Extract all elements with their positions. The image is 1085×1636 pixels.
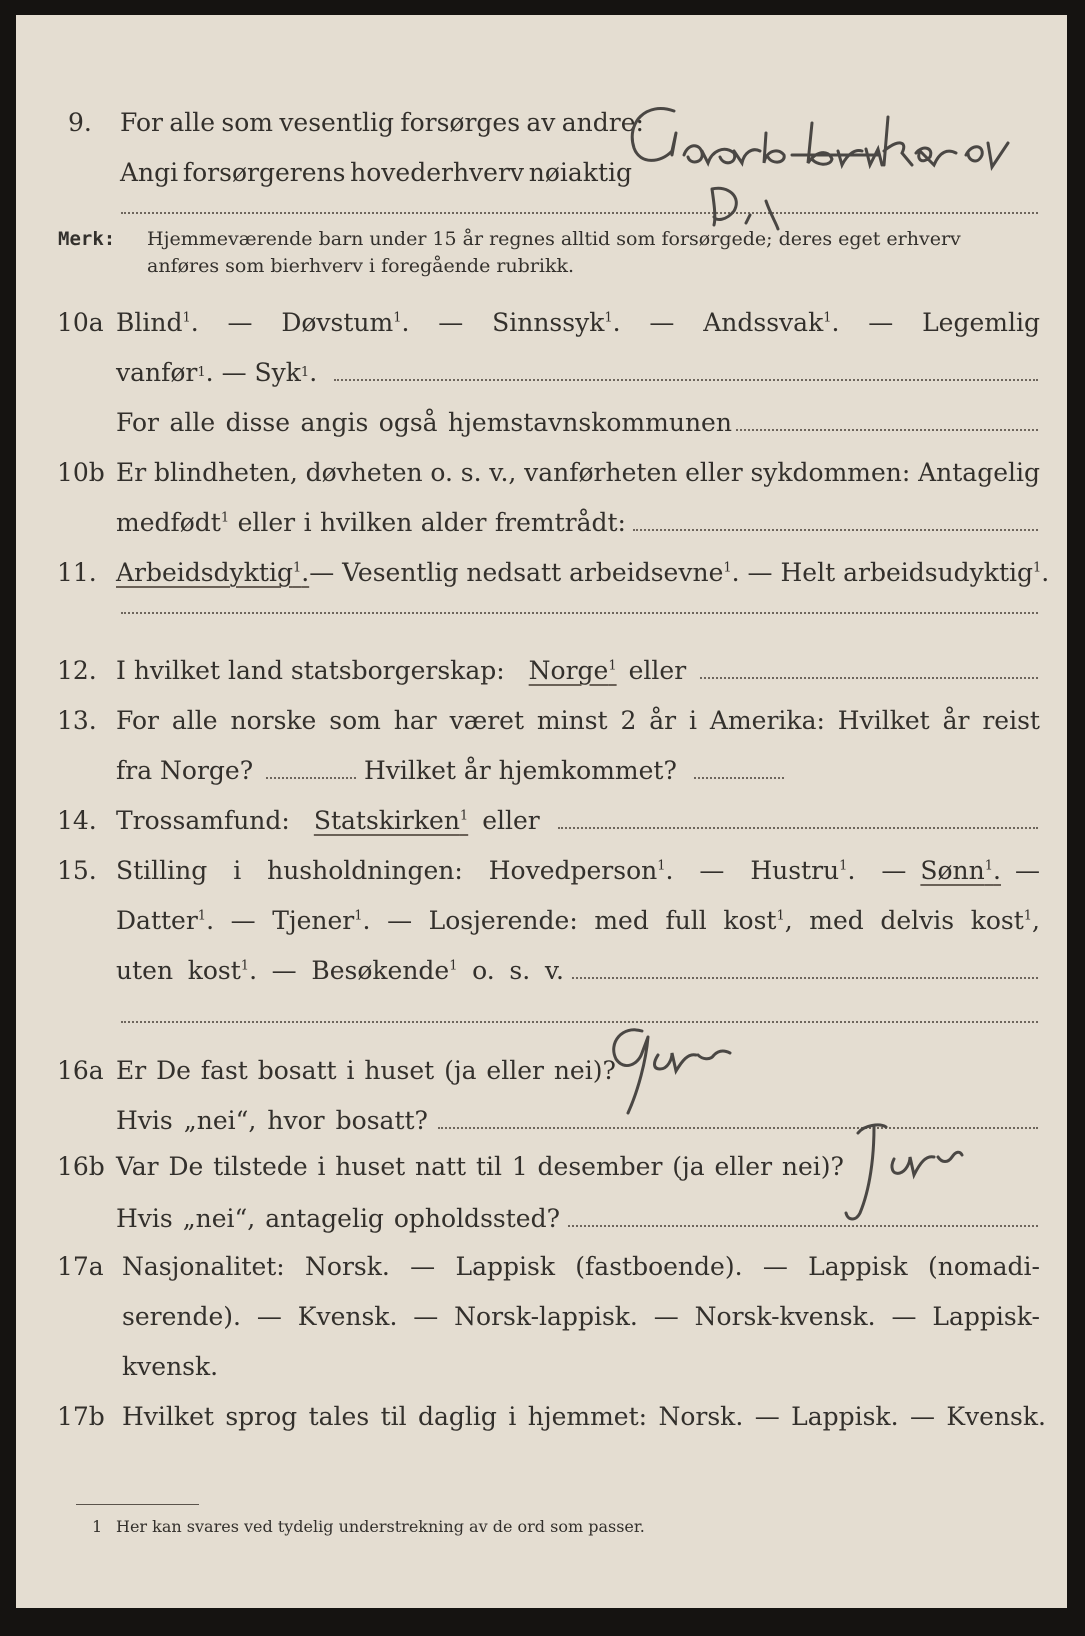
- word: —: [909, 1402, 935, 1431]
- word: (ja: [672, 1152, 705, 1181]
- q15-line-1a: [116, 853, 906, 889]
- word: s.: [460, 458, 482, 487]
- word: sykdommen:: [750, 458, 911, 487]
- q13-line-1: [116, 703, 1040, 739]
- word: daglig: [418, 1402, 497, 1431]
- q15-number: 15.: [57, 856, 97, 885]
- word: full: [665, 906, 707, 935]
- word: i: [317, 1152, 326, 1181]
- word: —: [891, 1302, 917, 1331]
- word: Norsk.: [305, 1252, 390, 1281]
- word: alle: [171, 706, 218, 735]
- q10a-andssvak: Andssvak$^1$.: [703, 308, 840, 337]
- word: i: [689, 706, 698, 735]
- word: Nasjonalitet:: [122, 1252, 285, 1281]
- q15-row-2: [16, 903, 1067, 939]
- q10b-line-2: [116, 505, 626, 541]
- word: Lappisk-: [932, 1302, 1040, 1331]
- word: kost$^1$,: [723, 906, 793, 935]
- word: desember: [537, 1152, 663, 1181]
- q11-answer-rule: [121, 612, 1038, 614]
- word: —: [413, 1302, 439, 1331]
- q10a-sinnssyk: Sinnssyk$^1$.: [492, 308, 621, 337]
- word: i: [303, 508, 312, 537]
- word: eller: [237, 508, 296, 537]
- merk-label: Merk:: [58, 228, 116, 250]
- q10b-line-1: [116, 455, 1040, 491]
- word: o.: [472, 956, 495, 985]
- q10a-line-3: [116, 405, 732, 441]
- word: bosatt: [257, 1056, 337, 1085]
- word: alder: [420, 508, 487, 537]
- word: delvis: [880, 906, 955, 935]
- word: Antagelig: [918, 458, 1040, 487]
- word: kost$^1$.: [187, 956, 258, 985]
- q11-row-1: [16, 555, 1067, 591]
- q10a-dash: —: [649, 308, 675, 337]
- q11-options: [116, 555, 1050, 591]
- q17a-row-3: [16, 1349, 1067, 1385]
- q16a-line-2: [116, 1103, 428, 1139]
- q9-number: 9.: [68, 108, 92, 137]
- q14-answer-dots: [558, 827, 1038, 829]
- q10a-legemlig: Legemlig: [922, 308, 1040, 337]
- q17a-number: 17a: [57, 1252, 104, 1281]
- q10a-answer-dots: [334, 379, 1038, 381]
- word: —: [754, 1402, 780, 1431]
- word: av: [526, 108, 556, 137]
- word: Hvis: [116, 1106, 173, 1135]
- census-form-page: [16, 15, 1067, 1608]
- q9-line-2: [120, 155, 632, 191]
- word: hvilken: [320, 508, 413, 537]
- word: Hvis: [116, 1204, 173, 1233]
- q10a-row-1: [16, 305, 1067, 341]
- word: Hvilket: [122, 1402, 214, 1431]
- footnote-text: Her kan svares ved tydelig understrekning av de ord som passer.: [116, 1517, 645, 1536]
- q16b-line-2: [116, 1201, 560, 1237]
- word: For: [116, 706, 159, 735]
- q15-answer-dots: [572, 977, 1038, 979]
- word: natt: [415, 1152, 467, 1181]
- footnote-rule: [76, 1504, 199, 1505]
- word: Stilling: [116, 856, 208, 885]
- q12-norge-selected: Norge$^1$: [528, 656, 617, 685]
- q10a-blind: Blind$^1$.: [116, 308, 199, 337]
- word: hjemstavnskommunen: [448, 408, 732, 437]
- q10b-answer-dots: [633, 529, 1038, 531]
- q10b-number: 10b: [57, 458, 105, 487]
- q15-answer-rule: [121, 1021, 1038, 1023]
- word: vesentlig: [279, 108, 394, 137]
- word: Norsk.: [658, 1402, 744, 1431]
- q10b-row-1: [16, 455, 1067, 491]
- word: norske: [230, 706, 317, 735]
- word: De: [168, 1152, 204, 1181]
- q12-line: [116, 653, 686, 689]
- word: nøiaktig: [528, 158, 632, 187]
- word: 2: [620, 706, 637, 735]
- word: alle: [169, 108, 216, 137]
- word: angis: [300, 408, 369, 437]
- word: bosatt?: [335, 1106, 428, 1135]
- word: andre:: [561, 108, 644, 137]
- q16b-handwritten-answer: [834, 1117, 974, 1237]
- word: i: [346, 1056, 355, 1085]
- word: Var: [116, 1152, 159, 1181]
- q13-row-2: [16, 753, 1067, 789]
- word: tilstede: [213, 1152, 308, 1181]
- q13-row-1: [16, 703, 1067, 739]
- q9-line-1: [120, 105, 644, 141]
- word: v.,: [489, 458, 517, 487]
- word: som: [221, 108, 273, 137]
- word: —: [410, 1252, 436, 1281]
- word: uten: [116, 956, 174, 985]
- word: eller: [685, 458, 743, 487]
- word: s.: [509, 956, 531, 985]
- q10b-row-2: [16, 505, 1067, 541]
- word: fremtrådt:: [494, 508, 626, 537]
- word: hjemmet:: [527, 1402, 648, 1431]
- word: eller: [486, 1056, 544, 1085]
- word: Besøkende$^1$: [311, 956, 458, 985]
- word: opholdssted?: [393, 1204, 560, 1233]
- word: Lappisk: [455, 1252, 555, 1281]
- word: kost$^1$,: [970, 906, 1040, 935]
- q10a-options: [116, 305, 1040, 341]
- word: i: [508, 1402, 517, 1431]
- word: —: [256, 1302, 282, 1331]
- q12-number: 12.: [57, 656, 97, 685]
- word: med: [809, 906, 864, 935]
- word: (ja: [444, 1056, 477, 1085]
- q16b-line-1: [116, 1149, 844, 1185]
- word: Er: [116, 458, 147, 487]
- word: blindheten,: [153, 458, 298, 487]
- q17b-number: 17b: [57, 1402, 105, 1431]
- word: —: [271, 956, 297, 985]
- word: også: [378, 408, 438, 437]
- q15-row-3: [16, 953, 1067, 989]
- word: —: [699, 856, 725, 885]
- q13-reist-dots: [266, 777, 356, 779]
- word: Hovedperson$^1$.: [488, 856, 674, 885]
- q11-arbeidsdyktig-selected: Arbeidsdyktig$^1$.: [116, 558, 310, 587]
- word: Norsk-lappisk.: [454, 1302, 638, 1331]
- q16a-row-1: [16, 1053, 1067, 1089]
- word: tales: [308, 1402, 370, 1431]
- word: —: [653, 1302, 679, 1331]
- q10a-dash: —: [438, 308, 464, 337]
- word: antagelig: [265, 1204, 384, 1233]
- word: i: [233, 856, 242, 885]
- q13-line-2b: Hvilket år hjemkommet?: [364, 756, 677, 785]
- word: reist: [982, 706, 1040, 735]
- word: —: [230, 906, 256, 935]
- q14-line: [116, 803, 540, 839]
- word: fast: [200, 1056, 248, 1085]
- word: vanførheten: [524, 458, 678, 487]
- word: Norsk-kvensk.: [694, 1302, 876, 1331]
- q14-number: 14.: [57, 806, 97, 835]
- word: v.: [544, 956, 564, 985]
- word: huset: [335, 1152, 406, 1181]
- word: som: [329, 706, 381, 735]
- q14-eller: eller: [482, 806, 540, 835]
- q12-question: I hvilket land statsborgerskap:: [116, 656, 505, 685]
- word: disse: [225, 408, 291, 437]
- q17a-line-2: [122, 1299, 1040, 1335]
- q10a-row-3: [16, 405, 1067, 441]
- q14-statskirken-selected: Statskirken$^1$: [313, 806, 469, 835]
- q16b-number: 16b: [57, 1152, 105, 1181]
- word: —: [881, 856, 907, 885]
- q15-sonn-selected: Sønn$^1$.: [920, 856, 1001, 885]
- q15-line-1: [116, 853, 1040, 889]
- word: været: [449, 706, 525, 735]
- q12-eller: eller: [628, 656, 687, 685]
- word: „nei“,: [183, 1106, 257, 1135]
- word: med: [594, 906, 649, 935]
- q17a-row-2: [16, 1299, 1067, 1335]
- word: nei)?: [781, 1152, 844, 1181]
- word: Datter$^1$.: [116, 906, 215, 935]
- word: Amerika:: [709, 706, 825, 735]
- q17a-line-3: kvensk.: [122, 1352, 219, 1381]
- q9-handwritten-answer: [616, 93, 1036, 243]
- word: sprog: [225, 1402, 298, 1431]
- word: minst: [536, 706, 608, 735]
- word: o.: [430, 458, 453, 487]
- word: forsørges: [400, 108, 521, 137]
- q17b-row-1: [16, 1399, 1067, 1435]
- q13-hjemkommet-dots: [694, 777, 784, 779]
- merk-line-2: anføres som bierhverv i foregående rubrikk.: [147, 255, 575, 277]
- word: „nei“,: [182, 1204, 256, 1233]
- q17a-row-1: [16, 1249, 1067, 1285]
- word: —: [387, 906, 413, 935]
- q15-line-2: [116, 903, 1040, 939]
- word: hovederhverv: [350, 158, 525, 187]
- q12-answer-dots: [700, 677, 1038, 679]
- q11-number: 11.: [57, 558, 97, 587]
- q15-row-1: [16, 853, 1067, 889]
- word: år: [942, 706, 970, 735]
- word: serende).: [122, 1302, 241, 1331]
- q10a-dovstum: Døvstum$^1$.: [281, 308, 410, 337]
- word: til: [380, 1402, 407, 1431]
- word: eller: [714, 1152, 773, 1181]
- q15-dash: —: [1015, 856, 1040, 885]
- word: De: [156, 1056, 191, 1085]
- word: har: [393, 706, 437, 735]
- q17a-line-1: [122, 1249, 1040, 1285]
- word: 1: [511, 1152, 528, 1181]
- word: Losjerende:: [428, 906, 578, 935]
- q13-line-2a: fra Norge?: [116, 756, 254, 785]
- q11-other-options: — Vesentlig nedsatt arbeidsevne$^1$. — Helt arbeidsudyktig$^1$.: [309, 558, 1050, 587]
- word: Kvensk.: [297, 1302, 398, 1331]
- q15-hovedperson-hustru: [116, 853, 906, 889]
- q17b-line-1: [122, 1399, 1046, 1435]
- word: medfødt$^1$: [116, 508, 230, 537]
- word: Hustru$^1$.: [750, 856, 856, 885]
- word: For: [120, 108, 163, 137]
- q10a-number: 10a: [57, 308, 104, 337]
- word: Er: [116, 1056, 147, 1085]
- word: Tjener$^1$.: [272, 906, 371, 935]
- word: (nomadi-: [927, 1252, 1040, 1281]
- q10a-dash: —: [868, 308, 894, 337]
- q10a-line-2: vanfør 1 . — Syk 1 .: [116, 358, 318, 387]
- q10a-row-2: [16, 355, 1067, 391]
- word: For: [116, 408, 159, 437]
- q16a-line-1: [116, 1053, 616, 1089]
- word: (fastboende).: [575, 1252, 743, 1281]
- word: år: [649, 706, 677, 735]
- word: Hvilket: [837, 706, 930, 735]
- word: døvheten: [305, 458, 423, 487]
- word: hvor: [267, 1106, 325, 1135]
- word: —: [762, 1252, 788, 1281]
- word: Lappisk: [808, 1252, 908, 1281]
- word: husholdningen:: [267, 856, 463, 885]
- word: til: [475, 1152, 502, 1181]
- q10a-dash: —: [227, 308, 253, 337]
- word: alle: [169, 408, 216, 437]
- word: Angi: [120, 158, 179, 187]
- word: huset: [364, 1056, 435, 1085]
- word: Kvensk.: [946, 1402, 1046, 1431]
- footnote-mark: 1: [92, 1517, 103, 1536]
- q12-row-1: [16, 653, 1067, 689]
- word: Lappisk.: [791, 1402, 899, 1431]
- q14-question: Trossamfund:: [116, 806, 290, 835]
- word: nei)?: [553, 1056, 616, 1085]
- q13-number: 13.: [57, 706, 97, 735]
- merk-line-1: Hjemmeværende barn under 15 år regnes alltid som forsørgede; deres eget erhverv: [147, 228, 961, 250]
- q16a-number: 16a: [57, 1056, 104, 1085]
- word: forsørgerens: [182, 158, 346, 187]
- q10a-hjemstavn-dots: [736, 429, 1038, 431]
- q15-line-3: [116, 953, 564, 989]
- q16a-handwritten-answer: [602, 1021, 742, 1121]
- q14-row-1: [16, 803, 1067, 839]
